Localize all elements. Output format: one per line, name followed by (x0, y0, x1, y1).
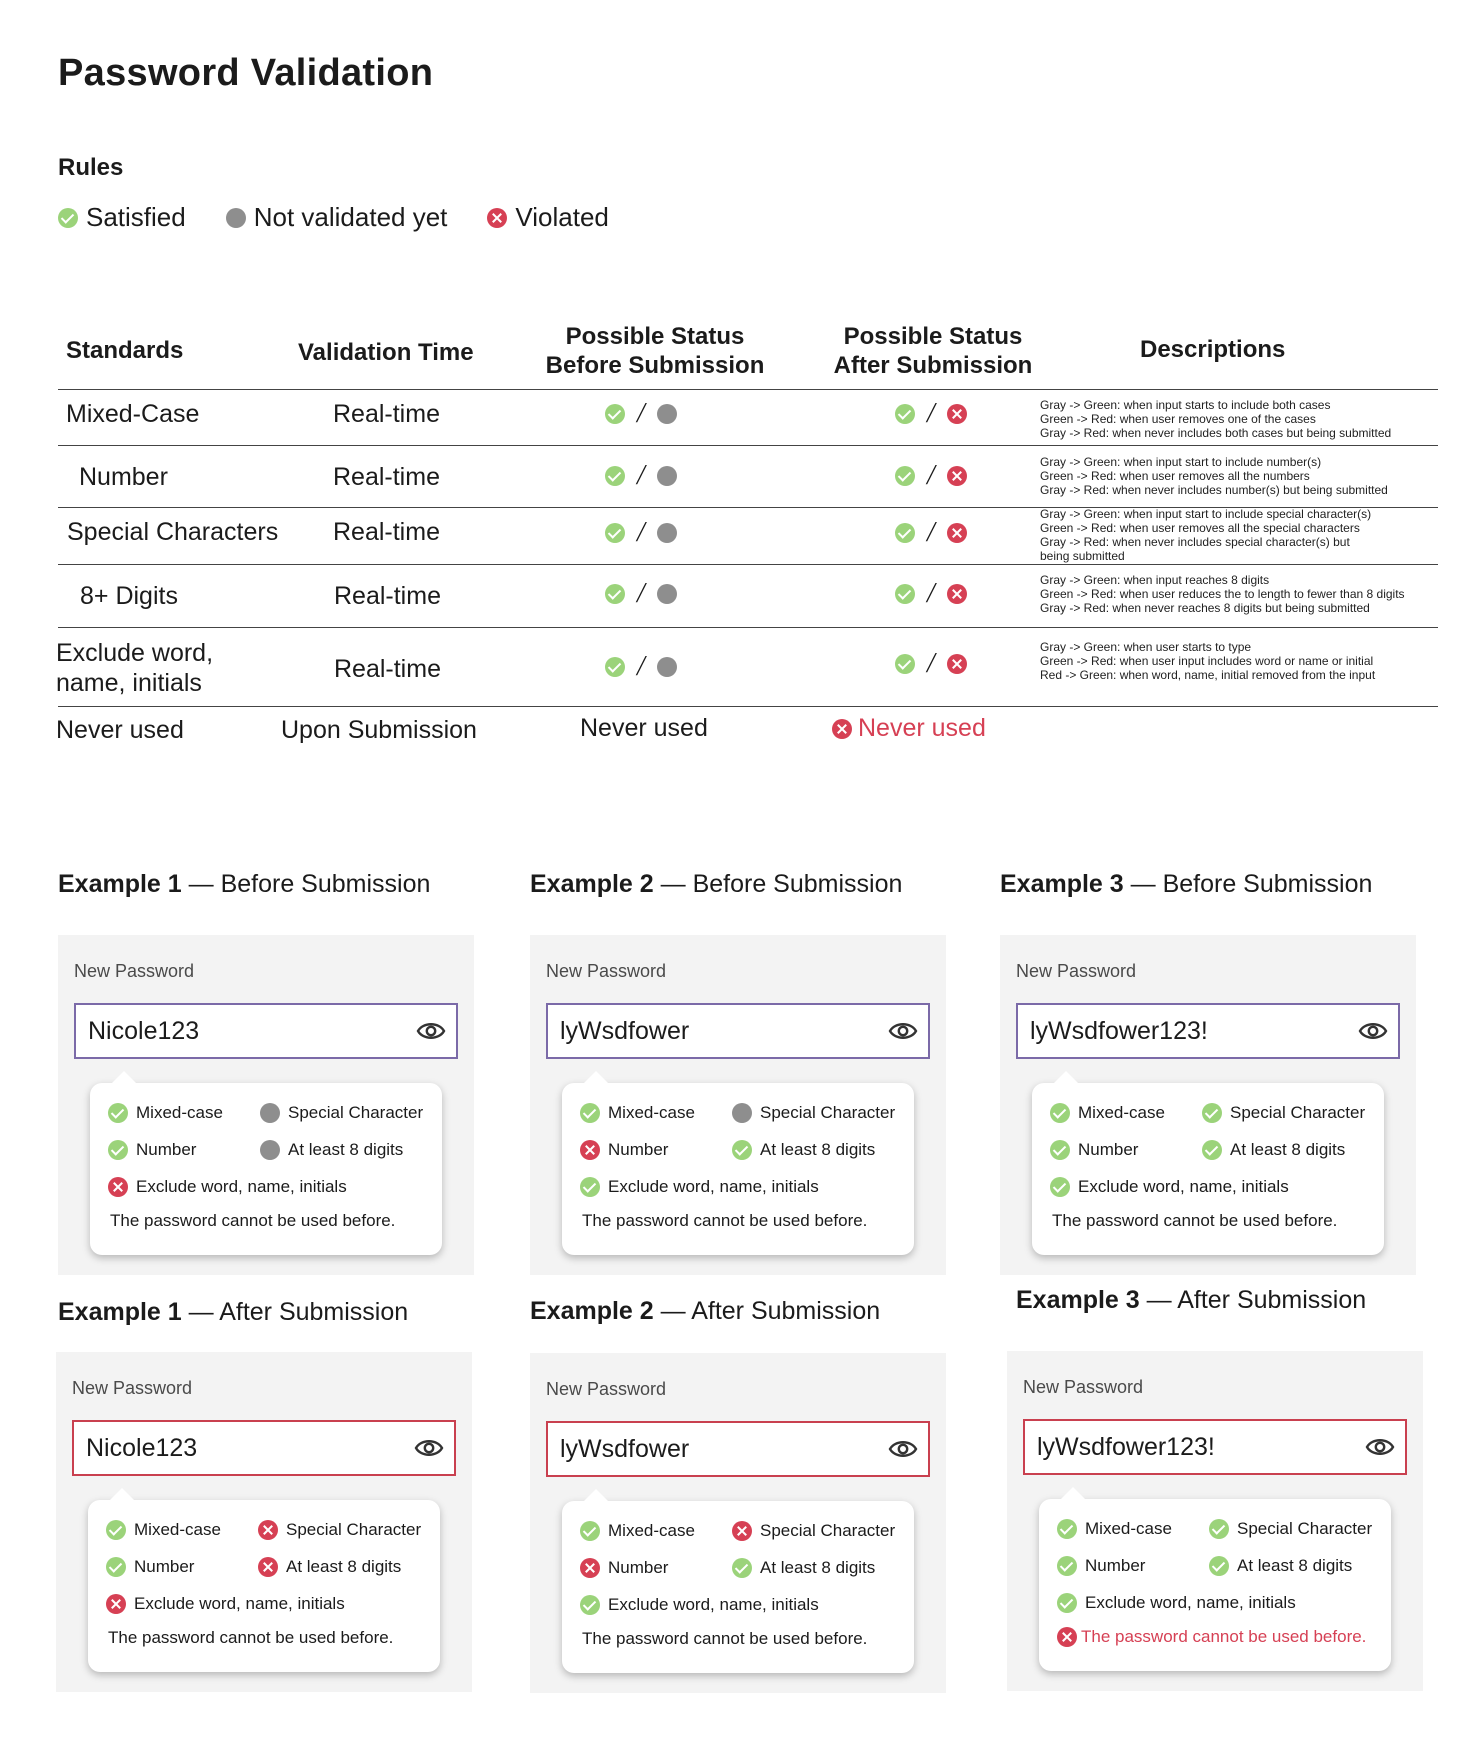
rule-special (260, 1103, 423, 1123)
example-phase: — Before Submission (181, 870, 431, 898)
legend-not-validated (226, 202, 448, 233)
gray-status-icon (260, 1103, 280, 1123)
green-status-icon (1209, 1519, 1229, 1539)
row-standard: Special Characters (67, 518, 279, 546)
legend-label: Satisfied (86, 202, 186, 232)
example-title (58, 1298, 408, 1327)
rule-note (1052, 1211, 1337, 1231)
table-divider (58, 445, 1438, 446)
row-description (1040, 573, 1405, 615)
field-label: New Password (1016, 961, 1137, 981)
rule-exclude (580, 1177, 819, 1197)
description-line: Green -> Red: when user removes all the numbers (1040, 469, 1310, 483)
description-line: Green -> Red: when user removes one of the cases (1040, 412, 1316, 426)
header-validation-time: Validation Time (298, 339, 474, 366)
row-standard (56, 638, 213, 698)
popover-caret (1061, 1487, 1085, 1499)
header-line: Possible Status (565, 323, 745, 350)
gray-dot-icon (657, 466, 677, 486)
popover-caret (1054, 1071, 1078, 1083)
row-standard: Mixed-Case (66, 400, 200, 428)
slash: / (637, 517, 645, 548)
status-before (605, 398, 677, 430)
rule-label: The password cannot be used before. (1052, 1211, 1338, 1230)
eye-icon[interactable] (1365, 1435, 1395, 1459)
gray-dot-icon (657, 584, 677, 604)
status-after-never-used (832, 714, 986, 743)
green-check-icon (605, 657, 625, 677)
row-time: Real-time (333, 400, 440, 428)
example-phase: — After Submission (653, 1297, 881, 1325)
validation-popover (90, 1083, 442, 1255)
row-time: Real-time (333, 463, 440, 491)
rule-label: Special Character (1237, 1519, 1373, 1538)
password-value: lyWsdfower (560, 1434, 690, 1463)
rule-label: Mixed-case (134, 1520, 221, 1539)
password-input[interactable] (546, 1003, 930, 1059)
rule-digits (260, 1140, 403, 1160)
red-status-icon (258, 1520, 278, 1540)
description-line: Gray -> Red: when never includes number(s) but being submitted (1040, 483, 1388, 497)
description-line: Green -> Red: when user removes all the special characters (1040, 521, 1360, 535)
password-input[interactable] (546, 1421, 930, 1477)
green-status-icon (1050, 1177, 1070, 1197)
rule-mixed (106, 1520, 221, 1540)
table-divider (58, 389, 1438, 390)
validation-popover (1032, 1083, 1384, 1255)
green-status-icon (1057, 1519, 1077, 1539)
green-status-icon (1202, 1103, 1222, 1123)
rule-label: At least 8 digits (1237, 1556, 1353, 1575)
example-panel (530, 935, 946, 1275)
status-before (605, 460, 677, 492)
row-time: Real-time (333, 518, 440, 546)
rule-label: Number (608, 1558, 669, 1577)
green-check-icon (895, 584, 915, 604)
row-time: Real-time (334, 582, 441, 610)
rule-label: Mixed-case (608, 1521, 695, 1540)
red-x-icon (947, 523, 967, 543)
eye-icon[interactable] (888, 1437, 918, 1461)
green-check-icon (605, 584, 625, 604)
rule-mixed (1057, 1519, 1172, 1539)
rule-label: Exclude word, name, initials (134, 1594, 345, 1613)
password-input[interactable] (72, 1420, 456, 1476)
green-status-icon (1050, 1140, 1070, 1160)
validation-popover (1039, 1499, 1391, 1671)
example-title (1000, 870, 1372, 899)
row-description (1040, 455, 1388, 497)
description-line: Green -> Red: when user input includes word or name or initial (1040, 654, 1374, 668)
rule-mixed (108, 1103, 223, 1123)
password-value: lyWsdfower (560, 1016, 690, 1045)
status-after (895, 517, 967, 549)
header-line: Before Submission (545, 352, 765, 379)
rule-digits (1209, 1556, 1352, 1576)
eye-icon[interactable] (416, 1019, 446, 1043)
field-label: New Password (72, 1378, 193, 1398)
red-x-icon (832, 719, 852, 739)
red-status-icon (580, 1140, 600, 1160)
example-title (530, 1297, 880, 1326)
red-x-icon (487, 208, 507, 228)
description-line: Green -> Red: when user reduces the to length to fewer than 8 digits (1040, 587, 1405, 601)
rule-label: Special Character (288, 1103, 424, 1122)
example-title (1016, 1286, 1366, 1315)
popover-caret (584, 1071, 608, 1083)
green-status-icon (108, 1103, 128, 1123)
legend-violated (487, 202, 609, 233)
password-input[interactable] (1016, 1003, 1400, 1059)
rule-digits (732, 1140, 875, 1160)
rule-mixed (580, 1103, 695, 1123)
legend-satisfied (58, 202, 186, 233)
row-standard: 8+ Digits (80, 582, 178, 610)
red-x-icon (947, 654, 967, 674)
green-status-icon (580, 1595, 600, 1615)
rule-label: At least 8 digits (760, 1558, 876, 1577)
rule-exclude (1057, 1593, 1296, 1613)
rule-exclude (106, 1594, 345, 1614)
green-check-icon (895, 404, 915, 424)
rule-note (108, 1628, 393, 1648)
popover-caret (584, 1489, 608, 1501)
field-label: New Password (546, 1379, 667, 1399)
rule-special (732, 1103, 895, 1123)
gray-dot-icon (226, 208, 246, 228)
red-status-icon (580, 1558, 600, 1578)
description-line: Gray -> Red: when never includes special character(s) but (1040, 535, 1350, 549)
slash: / (927, 398, 935, 429)
rule-exclude (1050, 1177, 1289, 1197)
red-status-icon (732, 1521, 752, 1541)
gray-dot-icon (657, 657, 677, 677)
slash: / (637, 651, 645, 682)
header-descriptions: Descriptions (1140, 336, 1286, 363)
gray-status-icon (732, 1103, 752, 1123)
example-panel (1007, 1351, 1423, 1691)
password-value: lyWsdfower123! (1030, 1016, 1208, 1045)
rule-note (110, 1211, 395, 1231)
red-status-icon (106, 1594, 126, 1614)
red-x-icon (947, 466, 967, 486)
description-line: Gray -> Red: when never includes both cases but being submitted (1040, 426, 1392, 440)
field-label: New Password (74, 961, 195, 981)
legend-label: Not validated yet (253, 202, 448, 232)
rule-number (580, 1140, 668, 1160)
status-before-text: Never used (580, 714, 708, 742)
rule-number (106, 1557, 194, 1577)
rule-digits (258, 1557, 401, 1577)
never-used-label: Never used (858, 714, 986, 742)
red-status-icon (1057, 1627, 1077, 1647)
description-line: Gray -> Red: when never reaches 8 digits but being submitted (1040, 601, 1370, 615)
field-label: New Password (546, 961, 667, 981)
example-number: Example 1 (58, 870, 182, 898)
password-value: lyWsdfower123! (1037, 1432, 1215, 1461)
rule-label: Number (1078, 1140, 1139, 1159)
green-status-icon (108, 1140, 128, 1160)
header-line: After Submission (833, 352, 1033, 379)
slash: / (927, 648, 935, 679)
rule-label: At least 8 digits (760, 1140, 876, 1159)
rule-note (582, 1629, 867, 1649)
row-time: Real-time (334, 655, 441, 683)
green-status-icon (1057, 1556, 1077, 1576)
example-phase: — After Submission (1139, 1286, 1367, 1314)
rules-heading: Rules (58, 154, 124, 181)
green-status-icon (106, 1520, 126, 1540)
slash: / (927, 517, 935, 548)
slash: / (927, 578, 935, 609)
green-status-icon (1057, 1593, 1077, 1613)
rules-legend (58, 202, 649, 233)
rule-note (582, 1211, 867, 1231)
status-after (895, 578, 967, 610)
rule-label: Exclude word, name, initials (608, 1595, 819, 1614)
example-title (58, 870, 430, 899)
green-check-icon (605, 466, 625, 486)
status-before (605, 651, 677, 683)
table-divider (58, 627, 1438, 628)
row-description (1040, 640, 1375, 682)
example-number: Example 3 (1016, 1286, 1140, 1314)
slash: / (927, 460, 935, 491)
rule-special (732, 1521, 895, 1541)
rule-label: The password cannot be used before. (582, 1629, 868, 1648)
description-line: Gray -> Green: when input starts to include both cases (1040, 398, 1331, 412)
rule-label: Number (1085, 1556, 1146, 1575)
green-check-icon (895, 654, 915, 674)
gray-dot-icon (657, 404, 677, 424)
row-time: Upon Submission (281, 716, 477, 744)
status-before (605, 578, 677, 610)
slash: / (637, 398, 645, 429)
standard-line: Exclude word, (56, 639, 214, 667)
green-status-icon (732, 1140, 752, 1160)
rule-label: The password cannot be used before. (582, 1211, 868, 1230)
green-status-icon (580, 1103, 600, 1123)
green-status-icon (732, 1558, 752, 1578)
rule-label: The password cannot be used before. (110, 1211, 396, 1230)
legend-label: Violated (515, 202, 609, 232)
status-before (605, 517, 677, 549)
rule-label: At least 8 digits (1230, 1140, 1346, 1159)
rule-special (1209, 1519, 1372, 1539)
header-after-submission (808, 322, 1058, 380)
red-status-icon (108, 1177, 128, 1197)
rule-label: Exclude word, name, initials (1085, 1593, 1296, 1612)
gray-status-icon (260, 1140, 280, 1160)
page-title: Password Validation (58, 52, 434, 94)
rule-label: Exclude word, name, initials (608, 1177, 819, 1196)
slash: / (637, 460, 645, 491)
header-line: Possible Status (843, 323, 1023, 350)
rule-special (258, 1520, 421, 1540)
red-x-icon (947, 404, 967, 424)
description-line: being submitted (1040, 549, 1125, 563)
description-line: Gray -> Green: when input start to include number(s) (1040, 455, 1322, 469)
example-panel (530, 1353, 946, 1693)
rule-number (1057, 1556, 1145, 1576)
example-number: Example 2 (530, 870, 654, 898)
rule-label: At least 8 digits (288, 1140, 404, 1159)
rule-label: Mixed-case (1085, 1519, 1172, 1538)
standard-line: name, initials (56, 669, 202, 697)
rule-label: Special Character (286, 1520, 422, 1539)
example-phase: — Before Submission (1123, 870, 1373, 898)
green-status-icon (106, 1557, 126, 1577)
rule-special (1202, 1103, 1365, 1123)
rule-number (108, 1140, 196, 1160)
rule-label: Mixed-case (1078, 1103, 1165, 1122)
rule-label: At least 8 digits (286, 1557, 402, 1576)
rule-mixed (1050, 1103, 1165, 1123)
rule-label: Exclude word, name, initials (1078, 1177, 1289, 1196)
table-divider (58, 564, 1438, 565)
green-check-icon (895, 466, 915, 486)
header-standards: Standards (66, 337, 184, 364)
row-standard: Never used (56, 716, 184, 744)
rule-label: Number (136, 1140, 197, 1159)
example-phase: — After Submission (181, 1298, 409, 1326)
row-standard: Number (79, 463, 168, 491)
description-line: Gray -> Green: when user starts to type (1040, 640, 1252, 654)
rule-label: Mixed-case (608, 1103, 695, 1122)
header-before-submission (530, 322, 780, 380)
example-number: Example 3 (1000, 870, 1124, 898)
eye-icon[interactable] (1358, 1019, 1388, 1043)
row-description (1040, 507, 1371, 563)
rule-label: The password cannot be used before. (108, 1628, 394, 1647)
green-status-icon (580, 1521, 600, 1541)
example-panel (1000, 935, 1416, 1275)
rule-label: Special Character (760, 1103, 896, 1122)
green-status-icon (1209, 1556, 1229, 1576)
green-check-icon (605, 404, 625, 424)
example-number: Example 2 (530, 1297, 654, 1325)
rule-label: Exclude word, name, initials (136, 1177, 347, 1196)
rule-digits (1202, 1140, 1345, 1160)
popover-caret (110, 1488, 134, 1500)
example-panel (58, 935, 474, 1275)
red-status-icon (258, 1557, 278, 1577)
rule-number (1050, 1140, 1138, 1160)
example-title (530, 870, 902, 899)
example-phase: — Before Submission (653, 870, 903, 898)
description-line: Gray -> Green: when input start to include special character(s) (1040, 507, 1372, 521)
rule-exclude (580, 1595, 819, 1615)
green-status-icon (1202, 1140, 1222, 1160)
gray-dot-icon (657, 523, 677, 543)
password-input[interactable] (74, 1003, 458, 1059)
status-after (895, 648, 967, 680)
validation-popover (562, 1083, 914, 1255)
rule-number (580, 1558, 668, 1578)
rule-label: The password cannot be used before. (1081, 1627, 1367, 1646)
green-check-icon (58, 208, 78, 228)
example-number: Example 1 (58, 1298, 182, 1326)
rule-label: Number (608, 1140, 669, 1159)
example-panel (56, 1352, 472, 1692)
green-check-icon (895, 523, 915, 543)
slash: / (637, 578, 645, 609)
description-line: Red -> Green: when word, name, initial removed from the input (1040, 668, 1376, 682)
password-value: Nicole123 (88, 1016, 200, 1045)
rule-mixed (580, 1521, 695, 1541)
green-status-icon (580, 1177, 600, 1197)
rule-digits (732, 1558, 875, 1578)
status-after (895, 460, 967, 492)
green-check-icon (605, 523, 625, 543)
field-label: New Password (1023, 1377, 1144, 1397)
rule-label: Special Character (760, 1521, 896, 1540)
rule-label: Mixed-case (136, 1103, 223, 1122)
row-description (1040, 398, 1391, 440)
password-value: Nicole123 (86, 1433, 198, 1462)
red-x-icon (947, 584, 967, 604)
rule-label: Special Character (1230, 1103, 1366, 1122)
description-line: Gray -> Green: when input reaches 8 digits (1040, 573, 1270, 587)
popover-caret (112, 1071, 136, 1083)
rule-exclude (108, 1177, 347, 1197)
eye-icon[interactable] (414, 1436, 444, 1460)
password-input[interactable] (1023, 1419, 1407, 1475)
status-after (895, 398, 967, 430)
rule-label: Number (134, 1557, 195, 1576)
green-status-icon (1050, 1103, 1070, 1123)
validation-popover (88, 1500, 440, 1672)
eye-icon[interactable] (888, 1019, 918, 1043)
rule-note (1057, 1627, 1366, 1647)
table-divider (58, 706, 1438, 707)
validation-popover (562, 1501, 914, 1673)
